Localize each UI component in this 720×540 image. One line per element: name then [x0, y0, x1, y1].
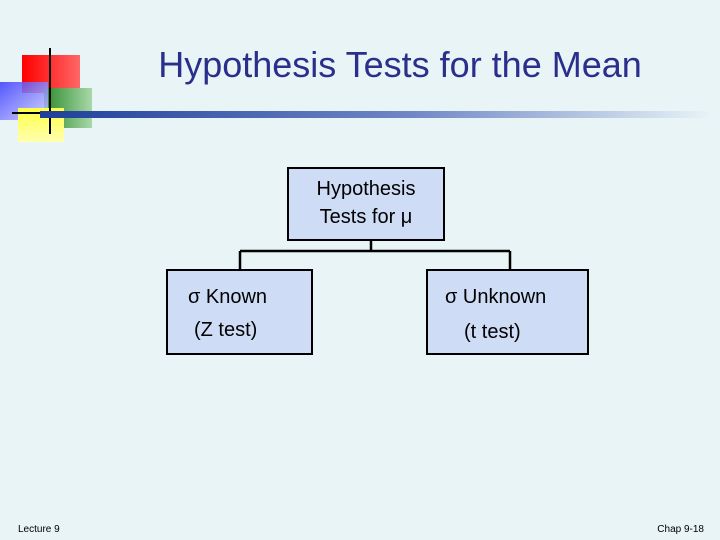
sigma-known-label: σ Known: [188, 286, 268, 308]
z-test-label: (Z test): [194, 319, 258, 341]
title-underline: [40, 111, 712, 118]
root-node-line2: Tests for μ: [319, 206, 413, 228]
child-node-sigma-unknown: [426, 269, 589, 355]
slide-title: Hypothesis Tests for the Mean: [158, 44, 642, 85]
root-node-line1: Hypothesis: [316, 178, 416, 200]
footer-lecture: Lecture 9: [18, 524, 60, 535]
child-node-sigma-known: [166, 269, 313, 355]
corner-decoration: [0, 0, 110, 150]
footer-chapter: Chap 9-18: [657, 524, 704, 535]
sigma-unknown-label: σ Unknown: [445, 286, 547, 308]
t-test-label: (t test): [464, 321, 521, 343]
root-node-hypothesis-tests: [287, 167, 445, 241]
